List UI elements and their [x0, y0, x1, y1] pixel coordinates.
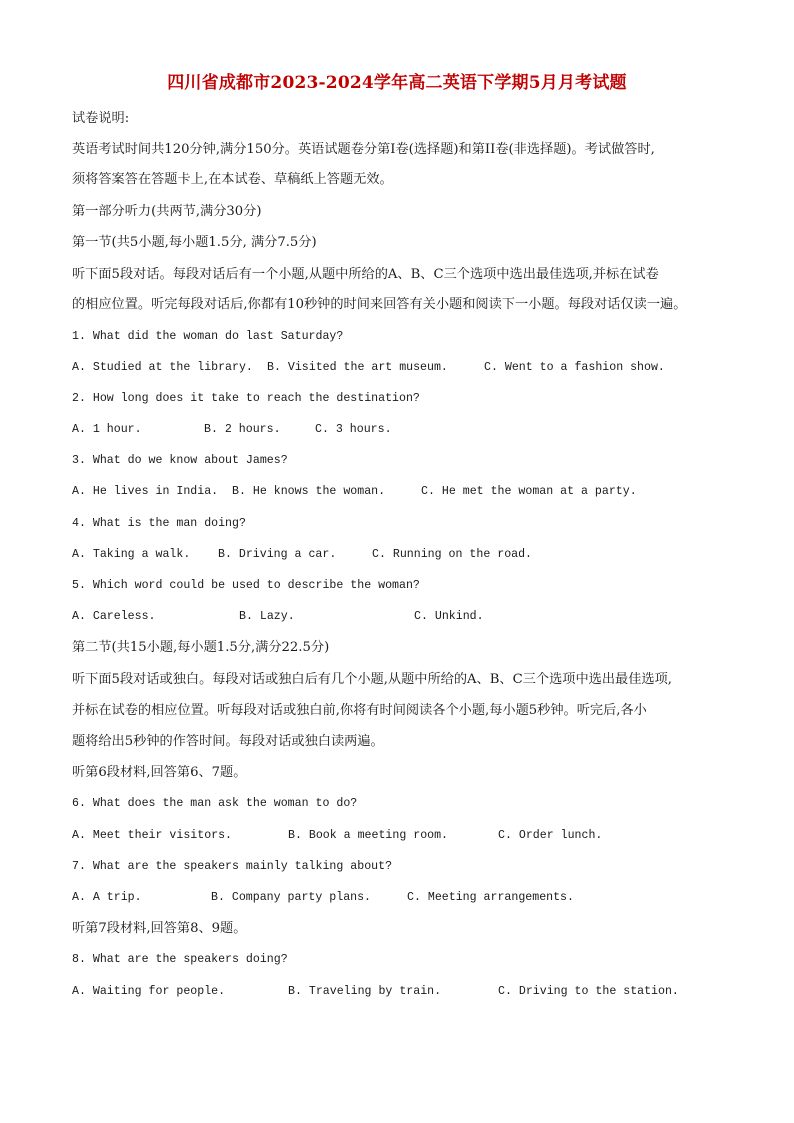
- question-6: 6. What does the man ask the woman to do?: [72, 797, 358, 810]
- question-8: 8. What are the speakers doing?: [72, 953, 288, 966]
- option-c[interactable]: C. Unkind.: [414, 610, 484, 623]
- option-a[interactable]: A. Meet their visitors.: [72, 829, 233, 842]
- instructions-line: 英语考试时间共120分钟,满分150分。英语试题卷分第I卷(选择题)和第II卷(非选择题)。考试做答时,: [72, 142, 655, 157]
- option-b[interactable]: B. Visited the art museum.: [267, 361, 448, 374]
- option-c[interactable]: C. Driving to the station.: [498, 985, 679, 998]
- option-c[interactable]: C. Running on the road.: [372, 548, 533, 561]
- option-b[interactable]: B. 2 hours.: [204, 423, 281, 436]
- section2-heading: 第二节(共15小题,每小题1.5分,满分22.5分): [72, 640, 330, 655]
- option-b[interactable]: B. Company party plans.: [211, 891, 372, 904]
- question-2: 2. How long does it take to reach the destination?: [72, 392, 420, 405]
- option-a[interactable]: A. Waiting for people.: [72, 985, 226, 998]
- option-b[interactable]: B. He knows the woman.: [232, 485, 386, 498]
- question-4: 4. What is the man doing?: [72, 517, 246, 530]
- question-1: 1. What did the woman do last Saturday?: [72, 330, 344, 343]
- instructions-line: 须将答案答在答题卡上,在本试卷、草稿纸上答题无效。: [72, 172, 393, 187]
- section1-directions-line: 听下面5段对话。每段对话后有一个小题,从题中所给的A、B、C三个选项中选出最佳选项,并标在试卷: [72, 267, 659, 282]
- question-3: 3. What do we know about James?: [72, 454, 288, 467]
- option-c[interactable]: C. Went to a fashion show.: [484, 361, 665, 374]
- question-5: 5. Which word could be used to describe the woman?: [72, 579, 420, 592]
- option-b[interactable]: B. Driving a car.: [218, 548, 337, 561]
- instructions-heading: 试卷说明:: [72, 111, 130, 126]
- option-c[interactable]: C. 3 hours.: [315, 423, 392, 436]
- material-6-heading: 听第6段材料,回答第6、7题。: [72, 765, 247, 780]
- option-a[interactable]: A. 1 hour.: [72, 423, 142, 436]
- section1-heading: 第一节(共5小题,每小题1.5分, 满分7.5分): [72, 235, 317, 250]
- exam-title: 四川省成都市2023-2024学年高二英语下学期5月月考试题: [167, 73, 627, 93]
- option-b[interactable]: B. Traveling by train.: [288, 985, 442, 998]
- part1-heading: 第一部分听力(共两节,满分30分): [72, 204, 262, 219]
- option-a[interactable]: A. He lives in India.: [72, 485, 219, 498]
- option-a[interactable]: A. Taking a walk.: [72, 548, 191, 561]
- option-b[interactable]: B. Book a meeting room.: [288, 829, 449, 842]
- material-7-heading: 听第7段材料,回答第8、9题。: [72, 921, 247, 936]
- option-c[interactable]: C. Order lunch.: [498, 829, 603, 842]
- section2-directions-line: 题将给出5秒钟的作答时间。每段对话或独白读两遍。: [72, 734, 384, 749]
- option-b[interactable]: B. Lazy.: [239, 610, 295, 623]
- section1-directions-line: 的相应位置。听完每段对话后,你都有10秒钟的时间来回答有关小题和阅读下一小题。每段对话仅读一遍。: [72, 297, 687, 312]
- option-a[interactable]: A. Studied at the library.: [72, 361, 253, 374]
- option-c[interactable]: C. Meeting arrangements.: [407, 891, 574, 904]
- option-c[interactable]: C. He met the woman at a party.: [421, 485, 637, 498]
- option-a[interactable]: A. Careless.: [72, 610, 156, 623]
- section2-directions-line: 并标在试卷的相应位置。听每段对话或独白前,你将有时间阅读各个小题,每小题5秒钟。听完后,各小: [72, 703, 647, 718]
- section2-directions-line: 听下面5段对话或独白。每段对话或独白后有几个小题,从题中所给的A、B、C三个选项中选出最佳选项,: [72, 672, 672, 687]
- question-7: 7. What are the speakers mainly talking about?: [72, 860, 393, 873]
- option-a[interactable]: A. A trip.: [72, 891, 142, 904]
